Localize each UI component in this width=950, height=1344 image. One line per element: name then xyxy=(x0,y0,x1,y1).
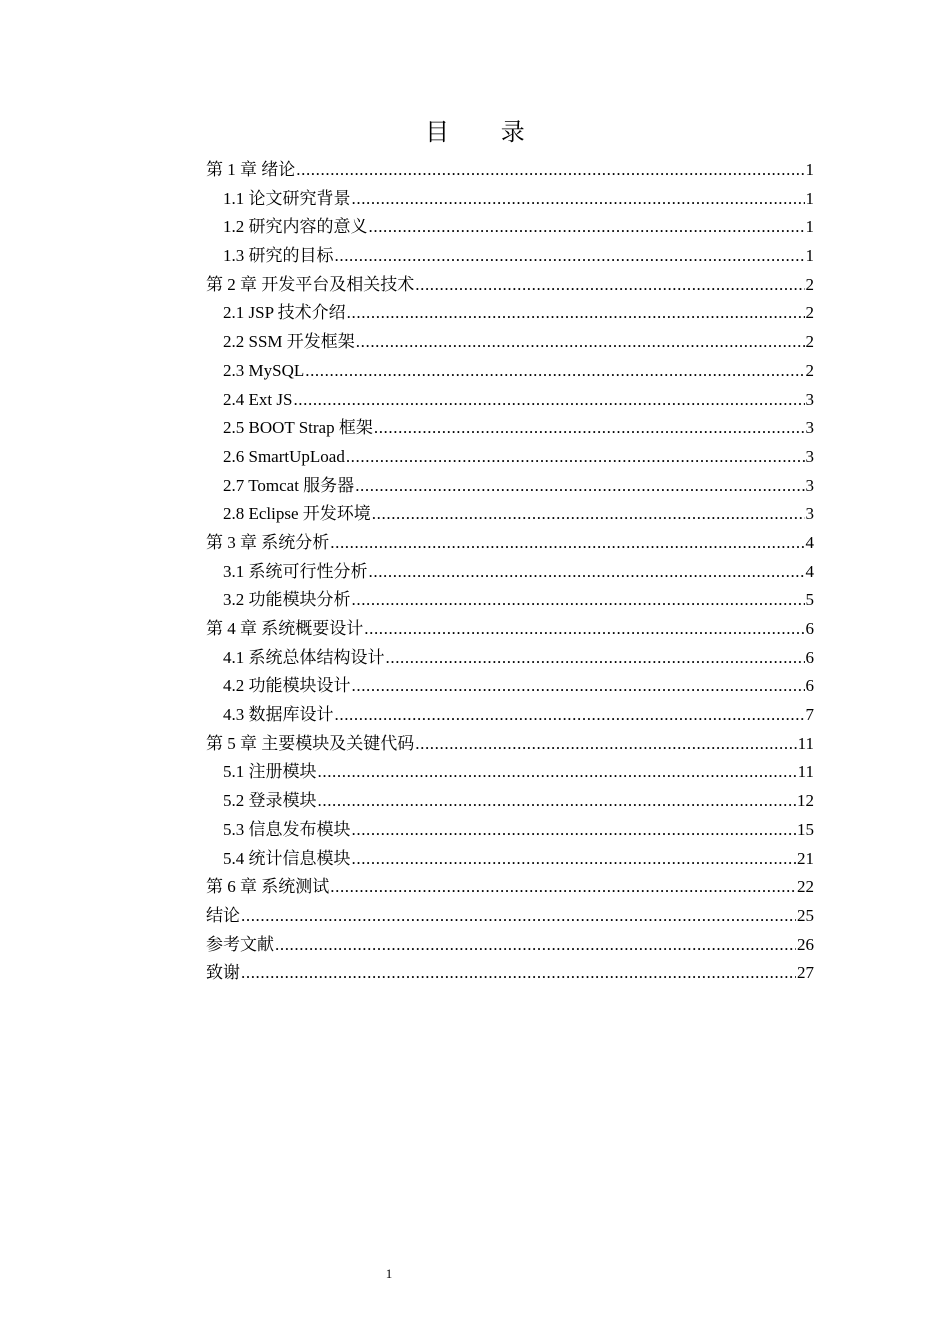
toc-leader-dots xyxy=(352,586,805,615)
toc-leader-dots xyxy=(352,816,797,845)
toc-section-entry[interactable] xyxy=(206,185,814,214)
toc-section-entry[interactable] xyxy=(206,328,814,357)
toc-section-entry[interactable] xyxy=(206,414,814,443)
toc-chapter-entry[interactable] xyxy=(206,730,814,759)
toc-entry-page: 11 xyxy=(797,733,814,753)
toc-entry-page: 2 xyxy=(805,332,814,352)
toc-entry-page: 6 xyxy=(805,676,814,696)
toc-leader-dots xyxy=(356,328,805,357)
toc-entry-label: 致谢 xyxy=(206,963,240,983)
toc-entry-label: 5.4 统计信息模块 xyxy=(223,848,351,868)
toc-entry-page: 3 xyxy=(805,446,814,466)
toc-section-entry[interactable] xyxy=(206,701,814,730)
toc-entry-label: 2.1 JSP 技术介绍 xyxy=(223,303,346,323)
toc-entry-page: 4 xyxy=(805,561,814,581)
toc-section-entry[interactable] xyxy=(206,816,814,845)
toc-section-entry[interactable] xyxy=(206,672,814,701)
toc-leader-dots xyxy=(355,472,804,501)
toc-entry-label: 2.4 Ext JS xyxy=(223,389,293,409)
toc-section-entry[interactable] xyxy=(206,472,814,501)
toc-chapter-entry[interactable] xyxy=(206,615,814,644)
toc-entry-page: 4 xyxy=(805,532,814,552)
toc-entry-label: 1.2 研究内容的意义 xyxy=(223,217,368,237)
toc-leader-dots xyxy=(330,529,804,558)
toc-entry-label: 5.3 信息发布模块 xyxy=(223,819,351,839)
toc-section-entry[interactable] xyxy=(206,845,814,874)
toc-leader-dots xyxy=(335,701,805,730)
toc-section-entry[interactable] xyxy=(206,500,814,529)
toc-section-entry[interactable] xyxy=(206,386,814,415)
toc-leader-dots xyxy=(369,558,805,587)
toc-entry-label: 第 6 章 系统测试 xyxy=(206,877,330,897)
toc-entry-label: 3.2 功能模块分析 xyxy=(223,590,351,610)
toc-leader-dots xyxy=(318,787,797,816)
toc-entry-page: 15 xyxy=(797,819,814,839)
toc-entry-label: 1.3 研究的目标 xyxy=(223,246,334,266)
toc-title: 目 录 xyxy=(425,118,547,146)
toc-chapter-entry[interactable] xyxy=(206,959,814,988)
toc-entry-label: 2.8 Eclipse 开发环境 xyxy=(223,504,371,524)
toc-leader-dots xyxy=(347,299,805,328)
toc-section-entry[interactable] xyxy=(206,357,814,386)
toc-section-entry[interactable] xyxy=(206,644,814,673)
toc-list xyxy=(206,156,814,988)
toc-entry-label: 2.5 BOOT Strap 框架 xyxy=(223,418,373,438)
toc-entry-page: 26 xyxy=(797,934,814,954)
toc-entry-page: 1 xyxy=(805,217,814,237)
toc-leader-dots xyxy=(241,902,796,931)
toc-section-entry[interactable] xyxy=(206,586,814,615)
toc-entry-label: 5.2 登录模块 xyxy=(223,791,317,811)
toc-section-entry[interactable] xyxy=(206,758,814,787)
toc-entry-page: 1 xyxy=(805,188,814,208)
toc-entry-page: 2 xyxy=(805,303,814,323)
toc-leader-dots xyxy=(352,672,805,701)
toc-entry-label: 第 2 章 开发平台及相关技术 xyxy=(206,274,415,294)
toc-leader-dots xyxy=(346,443,805,472)
toc-section-entry[interactable] xyxy=(206,213,814,242)
toc-entry-page: 6 xyxy=(805,647,814,667)
toc-entry-page: 27 xyxy=(797,963,814,983)
toc-leader-dots xyxy=(293,386,804,415)
toc-chapter-entry[interactable] xyxy=(206,873,814,902)
toc-leader-dots xyxy=(364,615,804,644)
toc-chapter-entry[interactable] xyxy=(206,902,814,931)
toc-chapter-entry[interactable] xyxy=(206,529,814,558)
toc-leader-dots xyxy=(374,414,805,443)
toc-leader-dots xyxy=(335,242,805,271)
toc-entry-label: 3.1 系统可行性分析 xyxy=(223,561,368,581)
toc-chapter-entry[interactable] xyxy=(206,271,814,300)
toc-leader-dots xyxy=(296,156,804,185)
toc-entry-label: 1.1 论文研究背景 xyxy=(223,188,351,208)
toc-entry-page: 21 xyxy=(797,848,814,868)
toc-entry-page: 2 xyxy=(805,360,814,380)
toc-leader-dots xyxy=(241,959,796,988)
toc-entry-label: 第 5 章 主要模块及关键代码 xyxy=(206,733,415,753)
toc-leader-dots xyxy=(369,213,805,242)
toc-entry-page: 25 xyxy=(797,905,814,925)
toc-entry-label: 4.3 数据库设计 xyxy=(223,705,334,725)
toc-leader-dots xyxy=(352,845,797,874)
toc-section-entry[interactable] xyxy=(206,787,814,816)
toc-entry-label: 参考文献 xyxy=(206,934,274,954)
toc-entry-page: 1 xyxy=(805,160,814,179)
toc-entry-label: 第 3 章 系统分析 xyxy=(206,532,330,552)
toc-leader-dots xyxy=(275,931,796,960)
toc-leader-dots xyxy=(305,357,804,386)
toc-entry-page: 7 xyxy=(805,705,814,725)
toc-entry-label: 2.7 Tomcat 服务器 xyxy=(223,475,355,495)
toc-section-entry[interactable] xyxy=(206,558,814,587)
toc-section-entry[interactable] xyxy=(206,299,814,328)
toc-leader-dots xyxy=(415,730,796,759)
toc-entry-page: 3 xyxy=(805,389,814,409)
toc-entry-page: 3 xyxy=(805,475,814,495)
toc-entry-page: 5 xyxy=(805,590,814,610)
toc-entry-label: 2.2 SSM 开发框架 xyxy=(223,332,355,352)
toc-entry-label: 结论 xyxy=(206,905,240,925)
toc-entry-label: 4.2 功能模块设计 xyxy=(223,676,351,696)
toc-entry-label: 2.3 MySQL xyxy=(223,360,305,380)
toc-entry-page: 3 xyxy=(805,504,814,524)
toc-entry-page: 22 xyxy=(797,877,814,897)
toc-entry-label: 第 1 章 绪论 xyxy=(206,160,296,179)
toc-entry-label: 2.6 SmartUpLoad xyxy=(223,446,345,466)
toc-leader-dots xyxy=(330,873,796,902)
toc-entry-page: 6 xyxy=(805,619,814,638)
toc-entry-page: 1 xyxy=(805,246,814,266)
toc-chapter-entry[interactable] xyxy=(206,931,814,960)
toc-leader-dots xyxy=(386,644,805,673)
toc-entry-page: 2 xyxy=(805,274,814,294)
toc-chapter-entry[interactable] xyxy=(206,156,814,185)
toc-entry-label: 第 4 章 系统概要设计 xyxy=(206,619,364,638)
toc-leader-dots xyxy=(318,758,797,787)
toc-leader-dots xyxy=(415,271,804,300)
toc-entry-label: 4.1 系统总体结构设计 xyxy=(223,647,385,667)
page-number: 1 xyxy=(385,1266,393,1281)
toc-section-entry[interactable] xyxy=(206,443,814,472)
toc-entry-page: 3 xyxy=(805,418,814,438)
toc-section-entry[interactable] xyxy=(206,242,814,271)
toc-entry-label: 5.1 注册模块 xyxy=(223,762,317,782)
toc-entry-page: 11 xyxy=(797,762,814,782)
toc-leader-dots xyxy=(372,500,805,529)
toc-leader-dots xyxy=(352,185,805,214)
toc-entry-page: 12 xyxy=(797,791,814,811)
